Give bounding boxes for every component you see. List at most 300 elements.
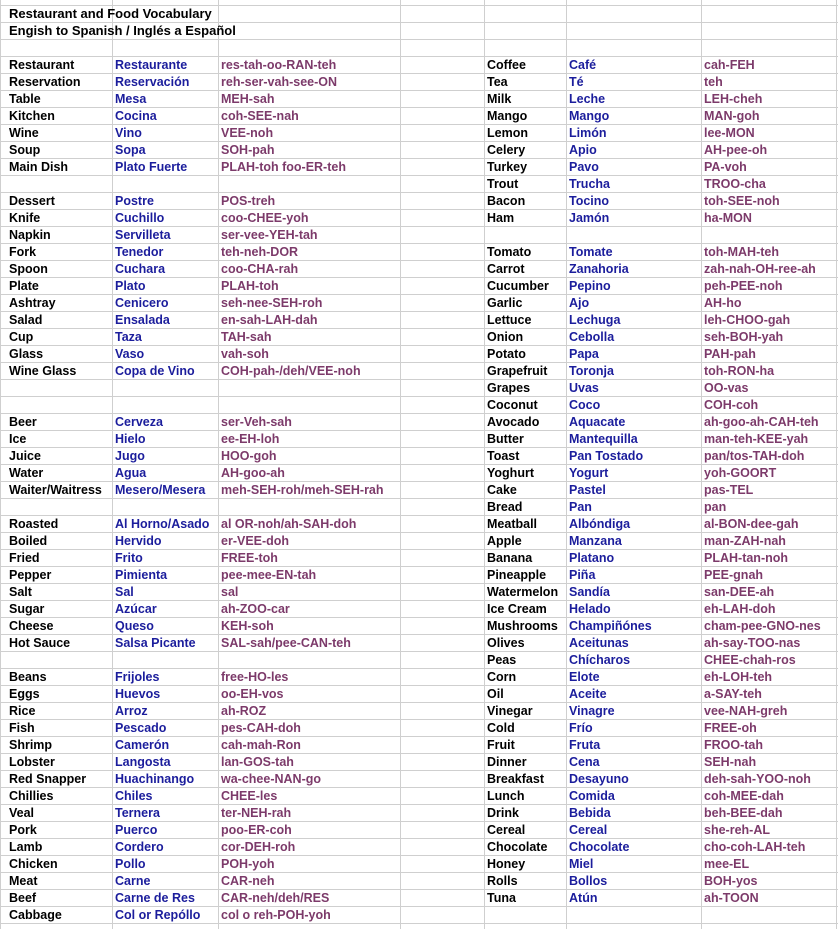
- left-spanish-word-cell[interactable]: Al Horno/Asado: [115, 517, 210, 531]
- right-english-word-cell[interactable]: Peas: [487, 653, 517, 667]
- left-english-word-cell[interactable]: Glass: [9, 347, 44, 361]
- right-english-word-cell[interactable]: Cold: [487, 721, 515, 735]
- right-spanish-word-cell[interactable]: Bollos: [569, 874, 608, 888]
- left-spanish-word-cell[interactable]: Hielo: [115, 432, 146, 446]
- left-spanish-word-cell[interactable]: Reservación: [115, 75, 190, 89]
- right-english-word-cell[interactable]: Watermelon: [487, 585, 559, 599]
- right-english-word-cell[interactable]: Celery: [487, 143, 526, 157]
- left-pronunciation-cell[interactable]: coo-CHA-rah: [221, 262, 299, 276]
- left-english-word-cell[interactable]: Veal: [9, 806, 35, 820]
- left-pronunciation-cell[interactable]: CAR-neh/deh/RES: [221, 891, 330, 905]
- right-pronunciation-cell[interactable]: san-DEE-ah: [704, 585, 775, 599]
- right-english-word-cell[interactable]: Cake: [487, 483, 517, 497]
- left-spanish-word-cell[interactable]: Camerón: [115, 738, 170, 752]
- left-english-word-cell[interactable]: Cheese: [9, 619, 54, 633]
- right-spanish-word-cell[interactable]: Toronja: [569, 364, 614, 378]
- left-spanish-word-cell[interactable]: Ensalada: [115, 313, 170, 327]
- right-pronunciation-cell[interactable]: toh-RON-ha: [704, 364, 775, 378]
- right-english-word-cell[interactable]: Honey: [487, 857, 526, 871]
- right-english-word-cell[interactable]: Lunch: [487, 789, 525, 803]
- right-pronunciation-cell[interactable]: FROO-tah: [704, 738, 764, 752]
- left-spanish-word-cell[interactable]: Hervido: [115, 534, 162, 548]
- right-pronunciation-cell[interactable]: ah-TOON: [704, 891, 759, 905]
- table-row: [0, 566, 838, 583]
- left-pronunciation-cell[interactable]: col o reh-POH-yoh: [221, 908, 331, 922]
- left-pronunciation-cell[interactable]: wa-chee-NAN-go: [221, 772, 322, 786]
- table-row: [0, 787, 838, 804]
- left-pronunciation-cell[interactable]: POH-yoh: [221, 857, 275, 871]
- left-english-word-cell[interactable]: Fried: [9, 551, 40, 565]
- right-spanish-word-cell[interactable]: Chocolate: [569, 840, 630, 854]
- left-pronunciation-cell[interactable]: ee-EH-loh: [221, 432, 280, 446]
- right-pronunciation-cell[interactable]: LEH-cheh: [704, 92, 763, 106]
- right-spanish-word-cell[interactable]: Uvas: [569, 381, 599, 395]
- right-english-word-cell[interactable]: Tuna: [487, 891, 516, 905]
- left-pronunciation-cell[interactable]: VEE-noh: [221, 126, 274, 140]
- left-pronunciation-cell[interactable]: pes-CAH-doh: [221, 721, 301, 735]
- left-english-word-cell[interactable]: Beans: [9, 670, 47, 684]
- right-pronunciation-cell[interactable]: deh-sah-YOO-noh: [704, 772, 811, 786]
- right-english-word-cell[interactable]: Onion: [487, 330, 524, 344]
- right-pronunciation-cell[interactable]: eh-LOH-teh: [704, 670, 773, 684]
- left-english-word-cell[interactable]: Dessert: [9, 194, 55, 208]
- right-english-word-cell[interactable]: Cucumber: [487, 279, 549, 293]
- left-english-word-cell[interactable]: Roasted: [9, 517, 59, 531]
- left-pronunciation-cell[interactable]: TAH-sah: [221, 330, 272, 344]
- table-row: [0, 702, 838, 719]
- left-pronunciation-cell[interactable]: PLAH-toh: [221, 279, 279, 293]
- right-pronunciation-cell[interactable]: toh-MAH-teh: [704, 245, 779, 259]
- left-pronunciation-cell[interactable]: ser-vee-YEH-tah: [221, 228, 318, 242]
- left-english-word-cell[interactable]: Pepper: [9, 568, 52, 582]
- left-spanish-word-cell[interactable]: Restaurante: [115, 58, 188, 72]
- right-english-word-cell[interactable]: Potato: [487, 347, 526, 361]
- right-pronunciation-cell[interactable]: cah-FEH: [704, 58, 755, 72]
- table-row: [0, 889, 838, 906]
- right-pronunciation-cell[interactable]: leh-CHOO-gah: [704, 313, 791, 327]
- left-pronunciation-cell[interactable]: pee-mee-EN-tah: [221, 568, 317, 582]
- left-spanish-word-cell[interactable]: Taza: [115, 330, 142, 344]
- left-english-word-cell[interactable]: Fork: [9, 245, 37, 259]
- left-spanish-word-cell[interactable]: Ternera: [115, 806, 160, 820]
- right-spanish-word-cell[interactable]: Sandía: [569, 585, 610, 599]
- left-spanish-word-cell[interactable]: Vino: [115, 126, 142, 140]
- right-english-word-cell[interactable]: Tea: [487, 75, 508, 89]
- right-english-word-cell[interactable]: Ice Cream: [487, 602, 547, 616]
- left-pronunciation-cell[interactable]: CHEE-les: [221, 789, 278, 803]
- left-english-word-cell[interactable]: Spoon: [9, 262, 48, 276]
- right-spanish-word-cell[interactable]: Frío: [569, 721, 593, 735]
- left-english-word-cell[interactable]: Hot Sauce: [9, 636, 71, 650]
- right-pronunciation-cell[interactable]: FREE-oh: [704, 721, 757, 735]
- left-english-word-cell[interactable]: Chillies: [9, 789, 54, 803]
- right-pronunciation-cell[interactable]: PA-voh: [704, 160, 747, 174]
- left-spanish-word-cell[interactable]: Azúcar: [115, 602, 157, 616]
- right-spanish-word-cell[interactable]: Comida: [569, 789, 615, 803]
- left-english-word-cell[interactable]: Table: [9, 92, 41, 106]
- left-pronunciation-cell[interactable]: vah-soh: [221, 347, 269, 361]
- right-pronunciation-cell[interactable]: a-SAY-teh: [704, 687, 762, 701]
- left-spanish-word-cell[interactable]: Pescado: [115, 721, 167, 735]
- left-pronunciation-cell[interactable]: en-sah-LAH-dah: [221, 313, 318, 327]
- right-pronunciation-cell[interactable]: toh-SEE-noh: [704, 194, 780, 208]
- left-spanish-word-cell[interactable]: Jugo: [115, 449, 145, 463]
- right-pronunciation-cell[interactable]: OO-vas: [704, 381, 749, 395]
- right-spanish-word-cell[interactable]: Yogurt: [569, 466, 609, 480]
- right-pronunciation-cell[interactable]: peh-PEE-noh: [704, 279, 783, 293]
- left-spanish-word-cell[interactable]: Col or Repóllo: [115, 908, 201, 922]
- left-pronunciation-cell[interactable]: FREE-toh: [221, 551, 278, 565]
- left-spanish-word-cell[interactable]: Cordero: [115, 840, 164, 854]
- left-pronunciation-cell[interactable]: SOH-pah: [221, 143, 275, 157]
- left-english-word-cell[interactable]: Boiled: [9, 534, 48, 548]
- table-row: [0, 617, 838, 634]
- left-english-word-cell[interactable]: Red Snapper: [9, 772, 87, 786]
- right-english-word-cell[interactable]: Apple: [487, 534, 522, 548]
- left-spanish-word-cell[interactable]: Plato: [115, 279, 146, 293]
- right-spanish-word-cell[interactable]: Platano: [569, 551, 615, 565]
- left-spanish-word-cell[interactable]: Salsa Picante: [115, 636, 196, 650]
- right-english-word-cell[interactable]: Avocado: [487, 415, 540, 429]
- left-english-word-cell[interactable]: Plate: [9, 279, 39, 293]
- left-english-word-cell[interactable]: Sugar: [9, 602, 45, 616]
- right-english-word-cell[interactable]: Coconut: [487, 398, 538, 412]
- right-spanish-word-cell[interactable]: Vinagre: [569, 704, 615, 718]
- left-english-word-cell[interactable]: Juice: [9, 449, 41, 463]
- right-pronunciation-cell[interactable]: MAN-goh: [704, 109, 760, 123]
- left-pronunciation-cell[interactable]: cah-mah-Ron: [221, 738, 301, 752]
- table-row: [0, 515, 838, 532]
- left-english-word-cell[interactable]: Waiter/Waitress: [9, 483, 102, 497]
- right-spanish-word-cell[interactable]: Albóndiga: [569, 517, 631, 531]
- right-english-word-cell[interactable]: Garlic: [487, 296, 523, 310]
- left-pronunciation-cell[interactable]: ah-ROZ: [221, 704, 267, 718]
- left-spanish-word-cell[interactable]: Cuchara: [115, 262, 166, 276]
- right-spanish-word-cell[interactable]: Bebida: [569, 806, 611, 820]
- right-spanish-word-cell[interactable]: Aceitunas: [569, 636, 629, 650]
- left-spanish-word-cell[interactable]: Copa de Vino: [115, 364, 195, 378]
- left-pronunciation-cell[interactable]: sal: [221, 585, 239, 599]
- right-pronunciation-cell[interactable]: cham-pee-GNO-nes: [704, 619, 821, 633]
- left-english-word-cell[interactable]: Knife: [9, 211, 41, 225]
- right-english-word-cell[interactable]: Grapes: [487, 381, 531, 395]
- left-spanish-word-cell[interactable]: Pollo: [115, 857, 146, 871]
- right-spanish-word-cell[interactable]: Tocino: [569, 194, 610, 208]
- left-spanish-word-cell[interactable]: Huevos: [115, 687, 161, 701]
- right-english-word-cell[interactable]: Bacon: [487, 194, 526, 208]
- table-row: [0, 498, 838, 515]
- right-english-word-cell[interactable]: Corn: [487, 670, 517, 684]
- table-row: [0, 90, 838, 107]
- right-english-word-cell[interactable]: Coffee: [487, 58, 526, 72]
- left-pronunciation-cell[interactable]: POS-treh: [221, 194, 276, 208]
- right-spanish-word-cell[interactable]: Pavo: [569, 160, 599, 174]
- left-spanish-word-cell[interactable]: Mesero/Mesera: [115, 483, 206, 497]
- left-spanish-word-cell[interactable]: Agua: [115, 466, 147, 480]
- right-spanish-word-cell[interactable]: Limón: [569, 126, 607, 140]
- right-spanish-word-cell[interactable]: Desayuno: [569, 772, 629, 786]
- right-pronunciation-cell[interactable]: mee-EL: [704, 857, 750, 871]
- right-english-word-cell[interactable]: Meatball: [487, 517, 538, 531]
- right-spanish-word-cell[interactable]: Tomate: [569, 245, 613, 259]
- left-english-word-cell[interactable]: Restaurant: [9, 58, 75, 72]
- left-english-word-cell[interactable]: Cup: [9, 330, 34, 344]
- right-spanish-word-cell[interactable]: Manzana: [569, 534, 622, 548]
- left-pronunciation-cell[interactable]: er-VEE-doh: [221, 534, 290, 548]
- right-spanish-word-cell[interactable]: Aquacate: [569, 415, 626, 429]
- right-spanish-word-cell[interactable]: Pepino: [569, 279, 611, 293]
- table-row: [0, 668, 838, 685]
- left-pronunciation-cell[interactable]: reh-ser-vah-see-ON: [221, 75, 338, 89]
- left-english-word-cell[interactable]: Main Dish: [9, 160, 69, 174]
- right-pronunciation-cell[interactable]: eh-LAH-doh: [704, 602, 776, 616]
- right-spanish-word-cell[interactable]: Miel: [569, 857, 594, 871]
- right-spanish-word-cell[interactable]: Coco: [569, 398, 601, 412]
- right-spanish-word-cell[interactable]: Papa: [569, 347, 599, 361]
- left-spanish-word-cell[interactable]: Sal: [115, 585, 134, 599]
- left-english-word-cell[interactable]: Eggs: [9, 687, 40, 701]
- left-spanish-word-cell[interactable]: Puerco: [115, 823, 158, 837]
- left-spanish-word-cell[interactable]: Mesa: [115, 92, 147, 106]
- right-english-word-cell[interactable]: Vinegar: [487, 704, 533, 718]
- right-spanish-word-cell[interactable]: Chícharos: [569, 653, 631, 667]
- right-spanish-word-cell[interactable]: Zanahoria: [569, 262, 629, 276]
- right-spanish-word-cell[interactable]: Aceite: [569, 687, 607, 701]
- right-pronunciation-cell[interactable]: lee-MON: [704, 126, 755, 140]
- left-pronunciation-cell[interactable]: ser-Veh-sah: [221, 415, 292, 429]
- right-english-word-cell[interactable]: Chocolate: [487, 840, 548, 854]
- left-english-word-cell[interactable]: Pork: [9, 823, 37, 837]
- right-spanish-word-cell[interactable]: Piña: [569, 568, 596, 582]
- left-spanish-word-cell[interactable]: Plato Fuerte: [115, 160, 188, 174]
- right-english-word-cell[interactable]: Mango: [487, 109, 528, 123]
- right-pronunciation-cell[interactable]: pan: [704, 500, 727, 514]
- right-pronunciation-cell[interactable]: man-ZAH-nah: [704, 534, 786, 548]
- right-english-word-cell[interactable]: Lemon: [487, 126, 528, 140]
- left-spanish-word-cell[interactable]: Langosta: [115, 755, 171, 769]
- left-pronunciation-cell[interactable]: free-HO-les: [221, 670, 289, 684]
- right-pronunciation-cell[interactable]: ah-goo-ah-CAH-teh: [704, 415, 819, 429]
- right-english-word-cell[interactable]: Rolls: [487, 874, 518, 888]
- right-spanish-word-cell[interactable]: Lechuga: [569, 313, 621, 327]
- right-spanish-word-cell[interactable]: Leche: [569, 92, 606, 106]
- left-english-word-cell[interactable]: Salt: [9, 585, 32, 599]
- right-pronunciation-cell[interactable]: PEE-gnah: [704, 568, 764, 582]
- right-pronunciation-cell[interactable]: SEH-nah: [704, 755, 757, 769]
- left-pronunciation-cell[interactable]: lan-GOS-tah: [221, 755, 294, 769]
- right-english-word-cell[interactable]: Mushrooms: [487, 619, 558, 633]
- right-english-word-cell[interactable]: Tomato: [487, 245, 532, 259]
- right-pronunciation-cell[interactable]: TROO-cha: [704, 177, 766, 191]
- left-english-word-cell[interactable]: Shrimp: [9, 738, 53, 752]
- left-english-word-cell[interactable]: Kitchen: [9, 109, 55, 123]
- right-pronunciation-cell[interactable]: al-BON-dee-gah: [704, 517, 799, 531]
- right-pronunciation-cell[interactable]: man-teh-KEE-yah: [704, 432, 809, 446]
- right-english-word-cell[interactable]: Toast: [487, 449, 520, 463]
- left-english-word-cell[interactable]: Wine Glass: [9, 364, 77, 378]
- left-english-word-cell[interactable]: Meat: [9, 874, 38, 888]
- left-spanish-word-cell[interactable]: Cocina: [115, 109, 157, 123]
- left-pronunciation-cell[interactable]: coo-CHEE-yoh: [221, 211, 309, 225]
- left-pronunciation-cell[interactable]: meh-SEH-roh/meh-SEH-rah: [221, 483, 384, 497]
- left-pronunciation-cell[interactable]: SAL-sah/pee-CAN-teh: [221, 636, 351, 650]
- right-spanish-word-cell[interactable]: Apio: [569, 143, 597, 157]
- left-pronunciation-cell[interactable]: coh-SEE-nah: [221, 109, 299, 123]
- table-row: [0, 804, 838, 821]
- right-pronunciation-cell[interactable]: AH-pee-oh: [704, 143, 768, 157]
- right-pronunciation-cell[interactable]: yoh-GOORT: [704, 466, 777, 480]
- left-pronunciation-cell[interactable]: MEH-sah: [221, 92, 275, 106]
- left-spanish-word-cell[interactable]: Carne: [115, 874, 151, 888]
- right-spanish-word-cell[interactable]: Mango: [569, 109, 610, 123]
- right-pronunciation-cell[interactable]: she-reh-AL: [704, 823, 770, 837]
- right-spanish-word-cell[interactable]: Pan Tostado: [569, 449, 644, 463]
- left-english-word-cell[interactable]: Rice: [9, 704, 36, 718]
- right-spanish-word-cell[interactable]: Jamón: [569, 211, 610, 225]
- right-spanish-word-cell[interactable]: Cereal: [569, 823, 608, 837]
- right-english-word-cell[interactable]: Grapefruit: [487, 364, 548, 378]
- right-english-word-cell[interactable]: Butter: [487, 432, 524, 446]
- left-spanish-word-cell[interactable]: Tenedor: [115, 245, 164, 259]
- right-pronunciation-cell[interactable]: beh-BEE-dah: [704, 806, 783, 820]
- right-english-word-cell[interactable]: Fruit: [487, 738, 515, 752]
- left-spanish-word-cell[interactable]: Sopa: [115, 143, 146, 157]
- right-english-word-cell[interactable]: Oil: [487, 687, 504, 701]
- right-pronunciation-cell[interactable]: COH-coh: [704, 398, 759, 412]
- right-spanish-word-cell[interactable]: Elote: [569, 670, 600, 684]
- sheet-title[interactable]: Restaurant and Food Vocabulary: [9, 6, 212, 21]
- right-english-word-cell[interactable]: Bread: [487, 500, 523, 514]
- left-english-word-cell[interactable]: Fish: [9, 721, 35, 735]
- left-spanish-word-cell[interactable]: Carne de Res: [115, 891, 195, 905]
- right-english-word-cell[interactable]: Milk: [487, 92, 512, 106]
- left-pronunciation-cell[interactable]: ah-ZOO-car: [221, 602, 290, 616]
- left-spanish-word-cell[interactable]: Servilleta: [115, 228, 171, 242]
- left-spanish-word-cell[interactable]: Cerveza: [115, 415, 163, 429]
- right-pronunciation-cell[interactable]: seh-BOH-yah: [704, 330, 784, 344]
- right-english-word-cell[interactable]: Lettuce: [487, 313, 532, 327]
- right-english-word-cell[interactable]: Trout: [487, 177, 519, 191]
- left-pronunciation-cell[interactable]: oo-EH-vos: [221, 687, 284, 701]
- left-english-word-cell[interactable]: Beef: [9, 891, 37, 905]
- right-spanish-word-cell[interactable]: Pan: [569, 500, 592, 514]
- left-english-word-cell[interactable]: Lobster: [9, 755, 55, 769]
- left-pronunciation-cell[interactable]: CAR-neh: [221, 874, 275, 888]
- right-spanish-word-cell[interactable]: Cebolla: [569, 330, 615, 344]
- left-spanish-word-cell[interactable]: Huachinango: [115, 772, 195, 786]
- right-spanish-word-cell[interactable]: Mantequilla: [569, 432, 638, 446]
- right-english-word-cell[interactable]: Breakfast: [487, 772, 544, 786]
- right-spanish-word-cell[interactable]: Helado: [569, 602, 611, 616]
- right-spanish-word-cell[interactable]: Atún: [569, 891, 598, 905]
- left-english-word-cell[interactable]: Cabbage: [9, 908, 62, 922]
- right-english-word-cell[interactable]: Pineapple: [487, 568, 547, 582]
- right-spanish-word-cell[interactable]: Cena: [569, 755, 600, 769]
- left-pronunciation-cell[interactable]: poo-ER-coh: [221, 823, 292, 837]
- right-pronunciation-cell[interactable]: PAH-pah: [704, 347, 756, 361]
- right-pronunciation-cell[interactable]: vee-NAH-greh: [704, 704, 788, 718]
- right-pronunciation-cell[interactable]: ha-MON: [704, 211, 752, 225]
- left-pronunciation-cell[interactable]: cor-DEH-roh: [221, 840, 296, 854]
- right-pronunciation-cell[interactable]: cho-coh-LAH-teh: [704, 840, 806, 854]
- left-english-word-cell[interactable]: Ice: [9, 432, 27, 446]
- left-english-word-cell[interactable]: Wine: [9, 126, 39, 140]
- left-pronunciation-cell[interactable]: seh-nee-SEH-roh: [221, 296, 323, 310]
- right-english-word-cell[interactable]: Yoghurt: [487, 466, 534, 480]
- right-english-word-cell[interactable]: Turkey: [487, 160, 528, 174]
- right-spanish-word-cell[interactable]: Champiñónes: [569, 619, 652, 633]
- table-row: [0, 464, 838, 481]
- left-spanish-word-cell[interactable]: Pimienta: [115, 568, 168, 582]
- right-spanish-word-cell[interactable]: Pastel: [569, 483, 606, 497]
- left-english-word-cell[interactable]: Beer: [9, 415, 37, 429]
- left-english-word-cell[interactable]: Napkin: [9, 228, 51, 242]
- right-pronunciation-cell[interactable]: pan/tos-TAH-doh: [704, 449, 805, 463]
- left-spanish-word-cell[interactable]: Arroz: [115, 704, 148, 718]
- right-pronunciation-cell[interactable]: PLAH-tan-noh: [704, 551, 789, 565]
- left-english-word-cell[interactable]: Soup: [9, 143, 41, 157]
- left-spanish-word-cell[interactable]: Postre: [115, 194, 154, 208]
- right-english-word-cell[interactable]: Dinner: [487, 755, 527, 769]
- left-spanish-word-cell[interactable]: Cenicero: [115, 296, 169, 310]
- right-english-word-cell[interactable]: Ham: [487, 211, 515, 225]
- left-english-word-cell[interactable]: Reservation: [9, 75, 81, 89]
- left-english-word-cell[interactable]: Chicken: [9, 857, 58, 871]
- left-pronunciation-cell[interactable]: res-tah-oo-RAN-teh: [221, 58, 337, 72]
- right-pronunciation-cell[interactable]: CHEE-chah-ros: [704, 653, 796, 667]
- left-english-word-cell[interactable]: Lamb: [9, 840, 43, 854]
- left-pronunciation-cell[interactable]: AH-goo-ah: [221, 466, 285, 480]
- left-pronunciation-cell[interactable]: COH-pah-/deh/VEE-noh: [221, 364, 361, 378]
- right-english-word-cell[interactable]: Olives: [487, 636, 525, 650]
- right-pronunciation-cell[interactable]: pas-TEL: [704, 483, 754, 497]
- sheet-subtitle[interactable]: Engish to Spanish / Inglés a Español: [9, 23, 236, 38]
- left-spanish-word-cell[interactable]: Cuchillo: [115, 211, 165, 225]
- right-spanish-word-cell[interactable]: Té: [569, 75, 584, 89]
- table-row: [0, 821, 838, 838]
- left-spanish-word-cell[interactable]: Frijoles: [115, 670, 160, 684]
- left-pronunciation-cell[interactable]: PLAH-toh foo-ER-teh: [221, 160, 346, 174]
- right-spanish-word-cell[interactable]: Ajo: [569, 296, 590, 310]
- left-english-word-cell[interactable]: Ashtray: [9, 296, 56, 310]
- left-pronunciation-cell[interactable]: ter-NEH-rah: [221, 806, 292, 820]
- left-pronunciation-cell[interactable]: KEH-soh: [221, 619, 274, 633]
- left-pronunciation-cell[interactable]: al OR-noh/ah-SAH-doh: [221, 517, 357, 531]
- right-spanish-word-cell[interactable]: Café: [569, 58, 597, 72]
- right-english-word-cell[interactable]: Cereal: [487, 823, 526, 837]
- left-spanish-word-cell[interactable]: Queso: [115, 619, 154, 633]
- left-english-word-cell[interactable]: Water: [9, 466, 44, 480]
- right-english-word-cell[interactable]: Drink: [487, 806, 519, 820]
- right-pronunciation-cell[interactable]: AH-ho: [704, 296, 742, 310]
- left-pronunciation-cell[interactable]: HOO-goh: [221, 449, 277, 463]
- left-spanish-word-cell[interactable]: Vaso: [115, 347, 145, 361]
- right-pronunciation-cell[interactable]: coh-MEE-dah: [704, 789, 784, 803]
- right-spanish-word-cell[interactable]: Fruta: [569, 738, 601, 752]
- table-row: [0, 345, 838, 362]
- right-english-word-cell[interactable]: Banana: [487, 551, 533, 565]
- left-pronunciation-cell[interactable]: teh-neh-DOR: [221, 245, 299, 259]
- right-pronunciation-cell[interactable]: ah-say-TOO-nas: [704, 636, 801, 650]
- right-pronunciation-cell[interactable]: teh: [704, 75, 723, 89]
- right-pronunciation-cell[interactable]: zah-nah-OH-ree-ah: [704, 262, 816, 276]
- left-spanish-word-cell[interactable]: Chiles: [115, 789, 153, 803]
- right-english-word-cell[interactable]: Carrot: [487, 262, 525, 276]
- left-english-word-cell[interactable]: Salad: [9, 313, 43, 327]
- right-spanish-word-cell[interactable]: Trucha: [569, 177, 610, 191]
- right-pronunciation-cell[interactable]: BOH-yos: [704, 874, 758, 888]
- left-spanish-word-cell[interactable]: Frito: [115, 551, 143, 565]
